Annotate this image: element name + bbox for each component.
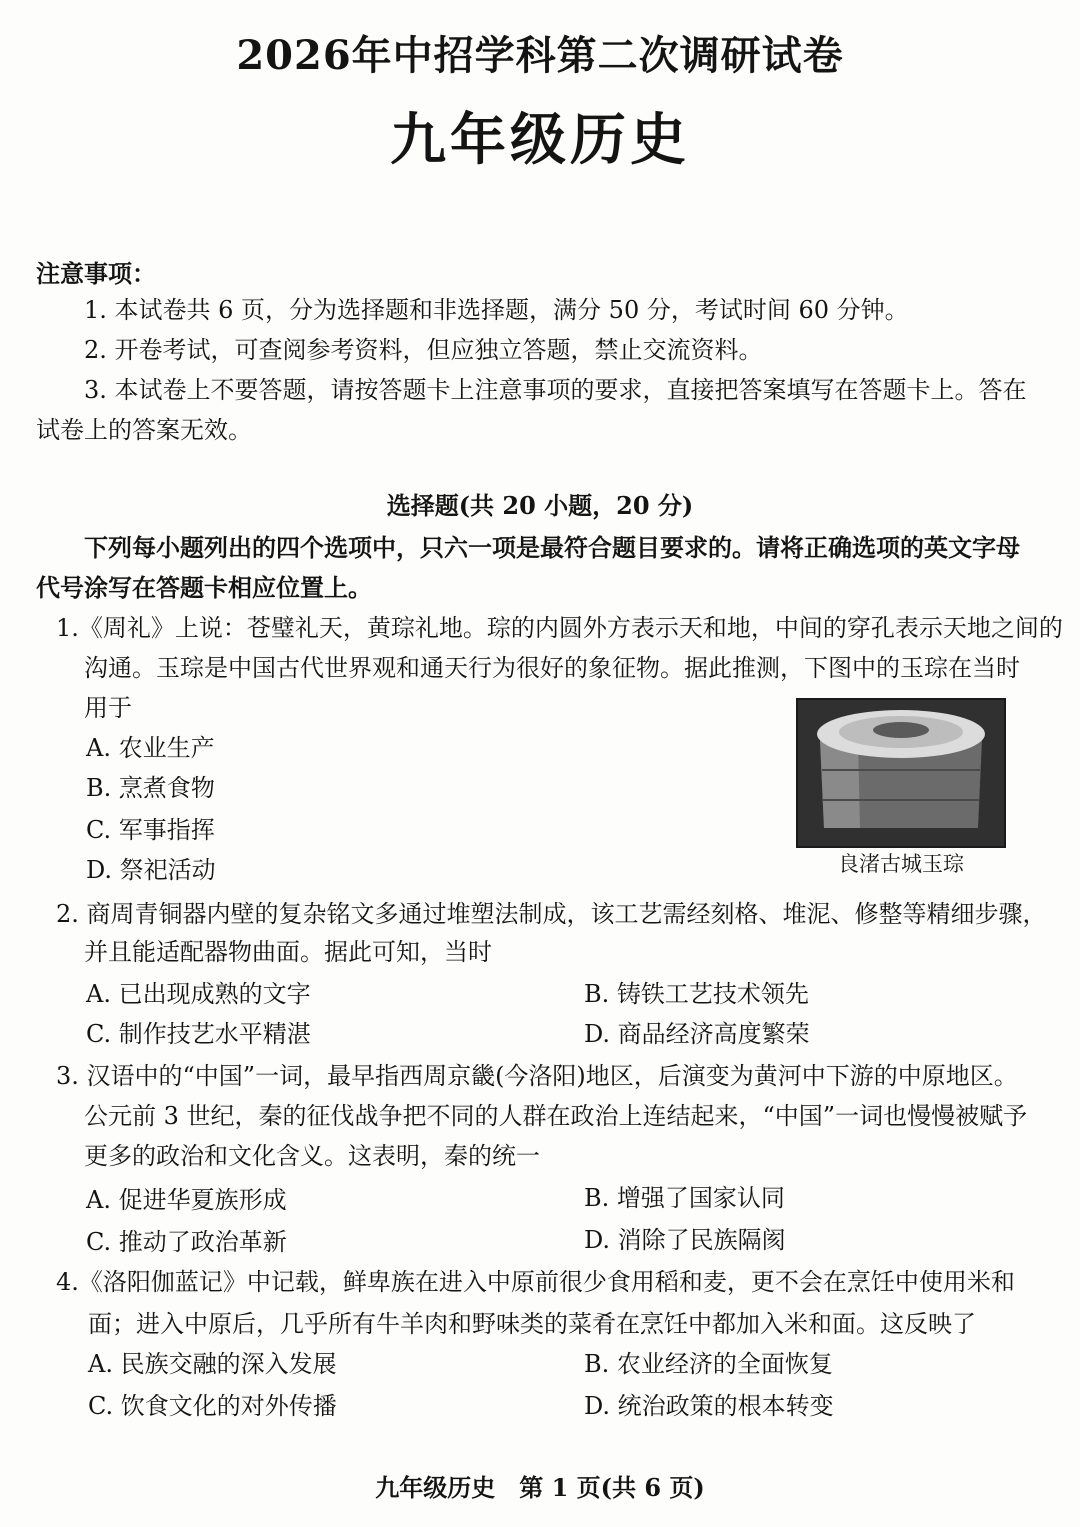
option-c: C. 推动了政治革新 xyxy=(86,1228,287,1256)
option-c: C. 军事指挥 xyxy=(86,816,215,844)
option-d: D. 商品经济高度繁荣 xyxy=(584,1020,810,1048)
jade-cong-photo xyxy=(796,698,1006,848)
option-b: B. 增强了国家认同 xyxy=(584,1184,785,1212)
question-stem: 更多的政治和文化含义。这表明，秦的统一 xyxy=(84,1142,540,1170)
subject-title: 九年级历史 xyxy=(390,107,690,173)
option-c: C. 制作技艺水平精湛 xyxy=(86,1020,311,1048)
option-a: A. 已出现成熟的文字 xyxy=(86,980,311,1008)
option-b: B. 农业经济的全面恢复 xyxy=(584,1350,833,1378)
option-d: D. 祭祀活动 xyxy=(86,856,216,884)
option-d: D. 统治政策的根本转变 xyxy=(584,1392,834,1420)
question-stem: 公元前 3 世纪，秦的征伐战争把不同的人群在政治上连结起来，“中国”一词也慢慢被赋予 xyxy=(84,1102,1028,1130)
question-stem: 3. 汉语中的“中国”一词，最早指西周京畿(今洛阳)地区，后演变为黄河中下游的中原地区。 xyxy=(56,1062,1018,1090)
option-c: C. 饮食文化的对外传播 xyxy=(88,1392,337,1420)
section-instruction: 下列每小题列出的四个选项中，只六一项是最符合题目要求的。请将正确选项的英文字母 xyxy=(84,533,1020,562)
exam-title: 2026年中招学科第二次调研试卷 xyxy=(236,32,844,79)
question-stem: 沟通。玉琮是中国古代世界观和通天行为很好的象征物。据此推测，下图中的玉琮在当时 xyxy=(84,654,1020,682)
image-caption: 良渚古城玉琮 xyxy=(838,852,964,876)
question-stem: 并且能适配器物曲面。据此可知，当时 xyxy=(84,938,492,966)
section-instruction: 代号涂写在答题卡相应位置上。 xyxy=(36,573,372,602)
question-stem: 用于 xyxy=(84,694,132,722)
question-stem: 2. 商周青铜器内壁的复杂铭文多通过堆塑法制成，该工艺需经刻格、堆泥、修整等精细步骤， xyxy=(56,900,1047,928)
note-item: 试卷上的答案无效。 xyxy=(36,416,252,444)
section-title: 选择题(共 20 小题，20 分) xyxy=(386,491,694,520)
option-a: A. 农业生产 xyxy=(86,734,215,762)
option-d: D. 消除了民族隔阂 xyxy=(584,1226,786,1254)
page-footer: 九年级历史 第 1 页(共 6 页) xyxy=(375,1473,705,1502)
option-b: B. 铸铁工艺技术领先 xyxy=(584,980,809,1008)
question-stem: 面；进入中原后，几乎所有牛羊肉和野味类的菜肴在烹饪中都加入米和面。这反映了 xyxy=(88,1310,976,1338)
option-a: A. 促进华夏族形成 xyxy=(86,1186,287,1214)
option-b: B. 烹煮食物 xyxy=(86,774,215,802)
question-stem: 1.《周礼》上说：苍璧礼天，黄琮礼地。琮的内圆外方表示天和地，中间的穿孔表示天地之间的 xyxy=(56,614,1063,642)
notes-heading: 注意事项： xyxy=(36,259,156,288)
note-item: 3. 本试卷上不要答题，请按答题卡上注意事项的要求，直接把答案填写在答题卡上。答在 xyxy=(84,376,1027,404)
note-item: 2. 开卷考试，可查阅参考资料，但应独立答题，禁止交流资料。 xyxy=(84,336,763,364)
question-stem: 4.《洛阳伽蓝记》中记载，鲜卑族在进入中原前很少食用稻和麦，更不会在烹饪中使用米和 xyxy=(56,1268,1015,1296)
note-item: 1. 本试卷共 6 页，分为选择题和非选择题，满分 50 分，考试时间 60 分钟。 xyxy=(84,296,909,324)
option-a: A. 民族交融的深入发展 xyxy=(88,1350,337,1378)
